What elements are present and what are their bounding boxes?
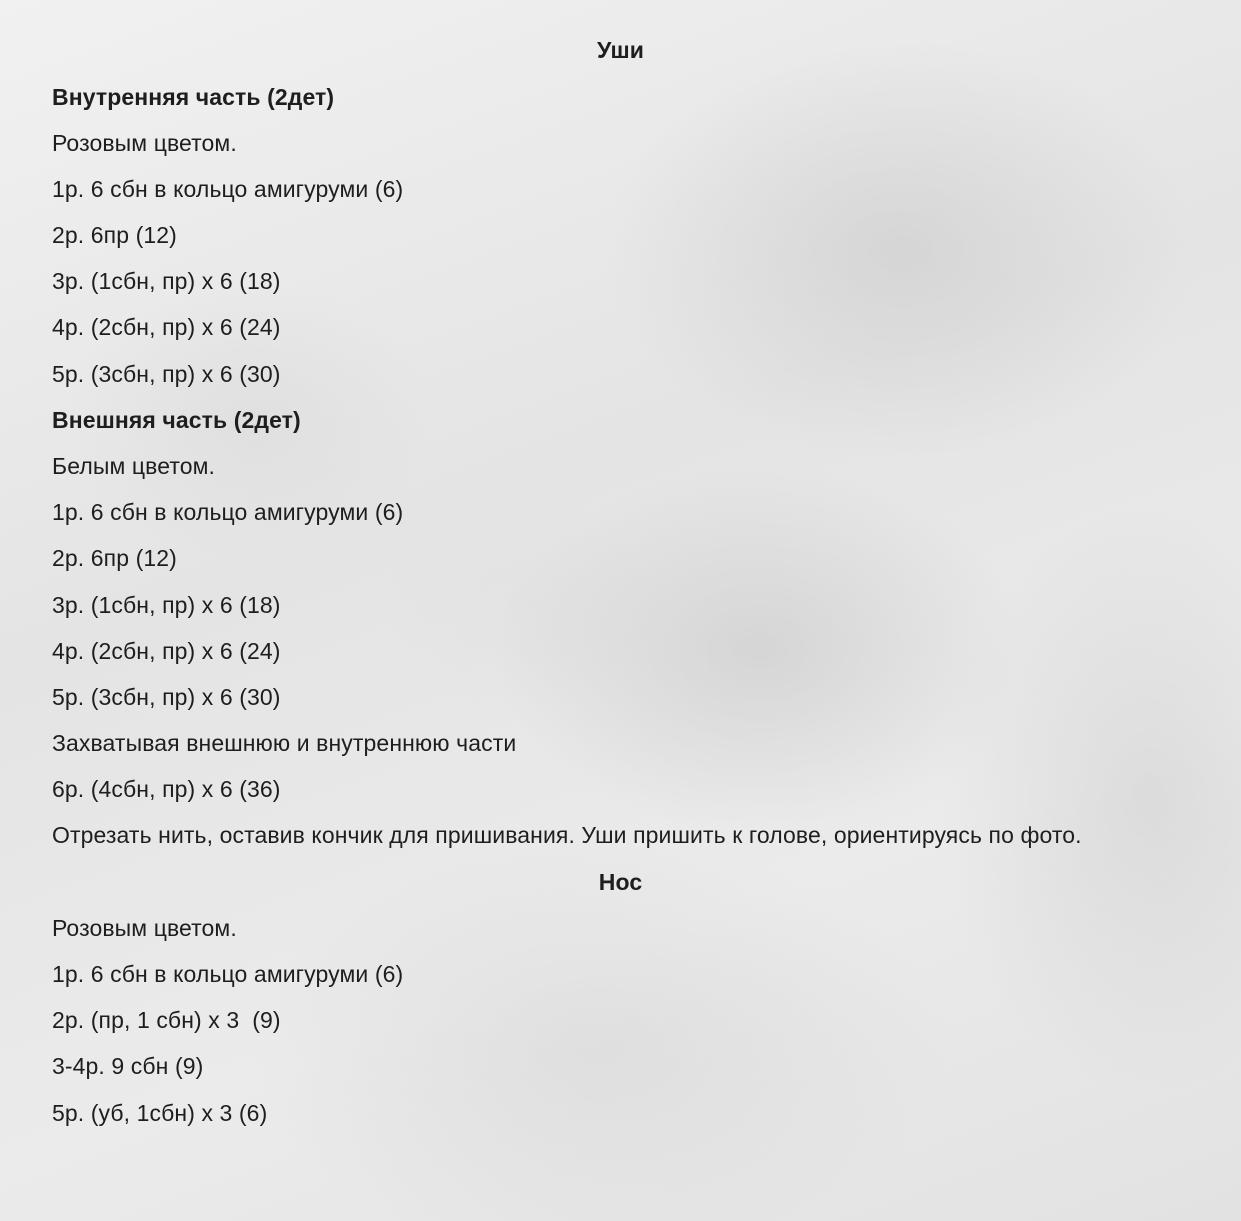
outer-part-title: Внешняя часть (2дет) bbox=[52, 407, 301, 433]
inner-part-title: Внутренняя часть (2дет) bbox=[52, 84, 335, 110]
ears-heading: Уши bbox=[596, 37, 645, 63]
nose-row-2: 2р. (пр, 1 сбн) х 3 (9) bbox=[52, 1007, 281, 1033]
ears-row-6: 6р. (4сбн, пр) х 6 (36) bbox=[52, 776, 281, 802]
nose-row-1: 1р. 6 сбн в кольцо амигуруми (6) bbox=[52, 961, 404, 987]
outer-row-3: 3р. (1сбн, пр) х 6 (18) bbox=[52, 592, 281, 618]
nose-color-note: Розовым цветом. bbox=[52, 915, 237, 941]
joining-note: Захватывая внешнюю и внутреннюю части bbox=[52, 730, 517, 756]
inner-row-3: 3р. (1сбн, пр) х 6 (18) bbox=[52, 268, 281, 294]
inner-row-1: 1р. 6 сбн в кольцо амигуруми (6) bbox=[52, 176, 404, 202]
outer-row-4: 4р. (2сбн, пр) х 6 (24) bbox=[52, 638, 281, 664]
nose-heading: Нос bbox=[598, 869, 643, 895]
outer-row-2: 2р. 6пр (12) bbox=[52, 545, 177, 571]
inner-row-4: 4р. (2сбн, пр) х 6 (24) bbox=[52, 314, 281, 340]
outer-color-note: Белым цветом. bbox=[52, 453, 216, 479]
outer-row-1: 1р. 6 сбн в кольцо амигуруми (6) bbox=[52, 499, 404, 525]
inner-row-2: 2р. 6пр (12) bbox=[52, 222, 177, 248]
outer-row-5: 5р. (3сбн, пр) х 6 (30) bbox=[52, 684, 281, 710]
ears-finish-note: Отрезать нить, оставив кончик для пришивания. Уши пришить к голове, ориентируясь по фото. bbox=[52, 822, 1082, 848]
nose-row-3: 3-4р. 9 сбн (9) bbox=[52, 1053, 204, 1079]
inner-row-5: 5р. (3сбн, пр) х 6 (30) bbox=[52, 361, 281, 387]
nose-row-4: 5р. (уб, 1сбн) х 3 (6) bbox=[52, 1100, 268, 1126]
inner-color-note: Розовым цветом. bbox=[52, 130, 237, 156]
